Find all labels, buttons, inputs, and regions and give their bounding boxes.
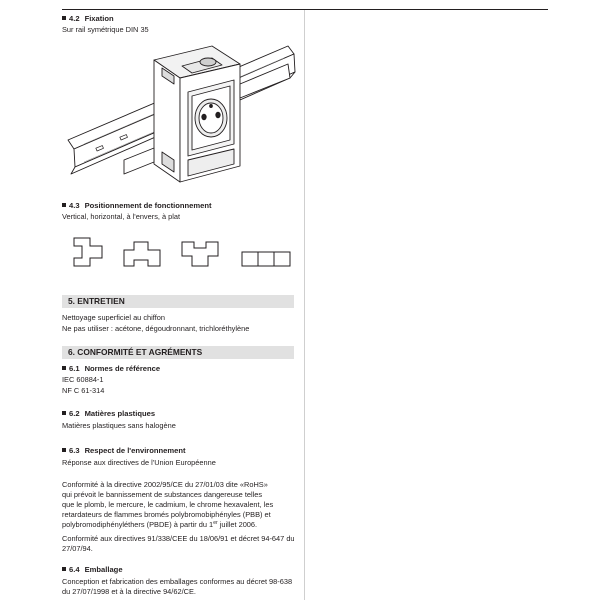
packaging-line-2: du 27/07/1998 et à la directive 94/62/CE. <box>62 587 196 596</box>
bullet-square-icon <box>62 366 66 370</box>
bullet-square-icon <box>62 16 66 20</box>
orientation-vertical-shape <box>74 238 102 266</box>
heading-6-2: 6.2 Matières plastiques <box>62 409 155 419</box>
heading-4-3: 4.3 Positionnement de fonctionnement <box>62 201 212 211</box>
directive-line-1: Conformité aux directives 91/338/CEE du 18/06/91 et décret 94-647 du <box>62 534 295 543</box>
environment-text: Réponse aux directives de l'Union Européenne <box>62 458 216 467</box>
column-divider <box>304 10 305 600</box>
top-rule <box>62 9 548 10</box>
fixation-text: Sur rail symétrique DIN 35 <box>62 25 149 34</box>
heading-6-1: 6.1 Normes de référence <box>62 364 160 374</box>
rohs-line-4: retardateurs de flammes bromés polybromobiphényles (PBB) et <box>62 510 271 519</box>
rohs-line-3: que le plomb, le mercure, le cadmium, le chrome hexavalent, les <box>62 500 274 509</box>
orientation-upside-down-shape <box>182 242 218 266</box>
rohs-line-2: qui prévoit le bannissement de substances dangereuse telles <box>62 490 263 499</box>
orientation-flat-shape <box>242 252 290 266</box>
heading-4-2: 4.2 Fixation <box>62 14 114 24</box>
section-5-header: 5. ENTRETIEN <box>62 295 294 308</box>
heading-6-4: 6.4 Emballage <box>62 565 123 575</box>
orientation-horizontal-shape <box>124 242 160 266</box>
maintenance-line-1: Nettoyage superficiel au chiffon <box>62 313 165 322</box>
plastics-text: Matières plastiques sans halogène <box>62 421 176 430</box>
directive-line-2: 27/07/94. <box>62 544 93 553</box>
orientation-diagrams <box>62 232 294 276</box>
bullet-square-icon <box>62 203 66 207</box>
section-6-header: 6. CONFORMITÉ ET AGRÉMENTS <box>62 346 294 359</box>
packaging-line-1: Conception et fabrication des emballages conformes au décret 98-638 <box>62 577 293 586</box>
rohs-line-5: polybromodiphényléthers (PBDE) à partir du 1er juillet 2006. <box>62 520 258 529</box>
rohs-line-1: Conformité à la directive 2002/95/CE du 27/01/03 dite «RoHS» <box>62 480 268 489</box>
bullet-square-icon <box>62 411 66 415</box>
heading-6-3: 6.3 Respect de l'environnement <box>62 446 186 456</box>
din-rail-device-illustration <box>62 32 302 197</box>
standard-nfc: NF C 61-314 <box>62 386 105 395</box>
bullet-square-icon <box>62 448 66 452</box>
maintenance-line-2: Ne pas utiliser : acétone, dégoudronnant, trichloréthylène <box>62 324 250 333</box>
bullet-square-icon <box>62 567 66 571</box>
standard-iec: IEC 60884-1 <box>62 375 104 384</box>
positioning-text: Vertical, horizontal, à l'envers, à plat <box>62 212 181 221</box>
